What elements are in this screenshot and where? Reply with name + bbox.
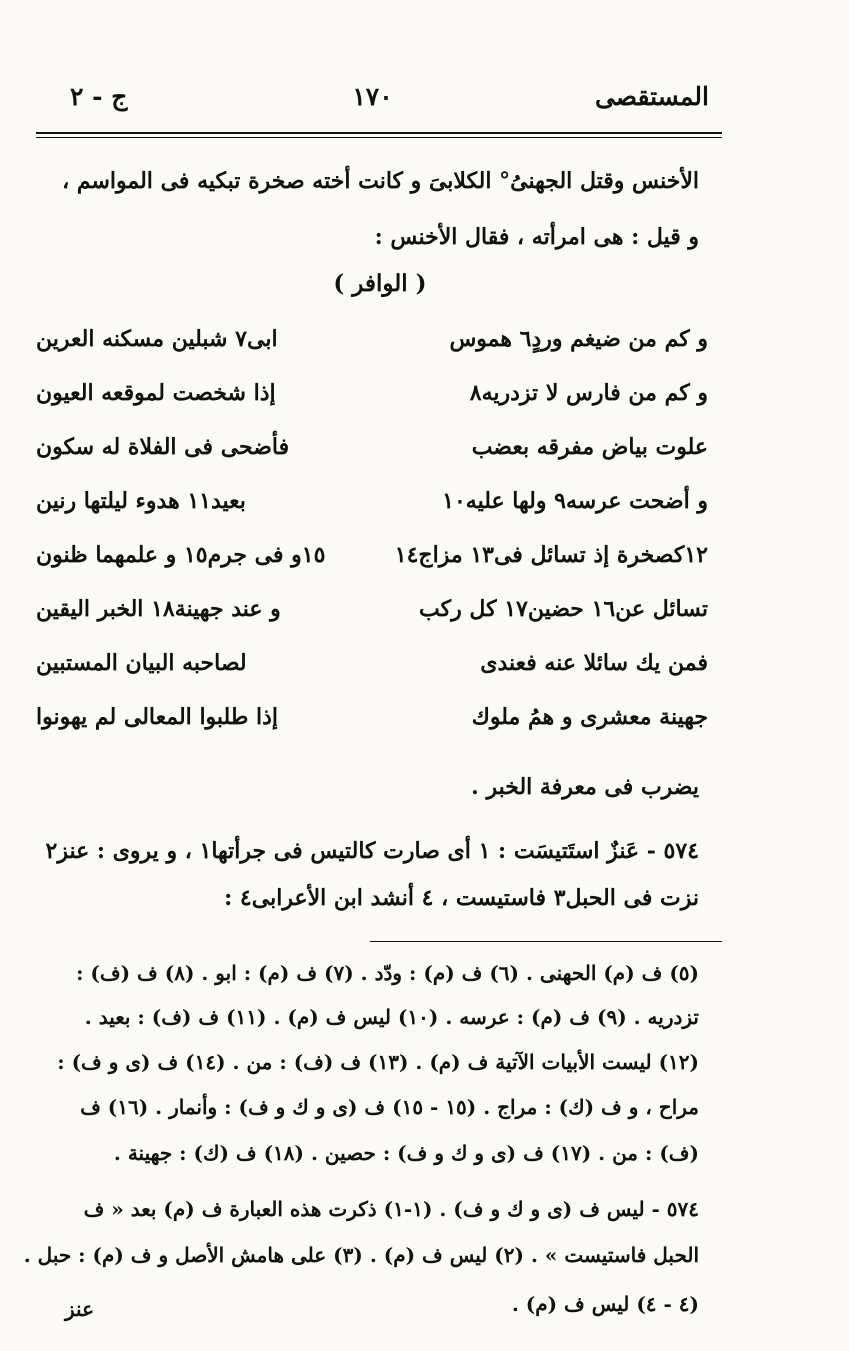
verse-row	[36, 596, 708, 650]
poem	[36, 326, 708, 758]
book-title: المستقصى	[594, 82, 709, 111]
verse-first-hemistich: ١٢كصخرة إذ تسائل فى١٣ مزاج١٤	[394, 542, 708, 568]
intro-line-1: الأخنس وقتل الجهنىُ° الكلابىَ و كانت أخته صخرة تبكيه فى المواسم ،	[62, 168, 699, 194]
entry-574-line-1	[46, 838, 699, 864]
verse-row	[36, 650, 708, 704]
footnote-line: (٥) ف (م) الحهنى . (٦) ف (م) : ودّد . (٧) ف (م) : ابو . (٨) ف (ف) :	[76, 961, 699, 985]
entry-text: - عَنزٌ استَتيسَت : ١ أى صارت كالتيس فى جرأتها١ ، و يروى : عنز٢	[45, 838, 656, 864]
verse-second-hemistich: بعيد١١ هدوء ليلتها رنين	[36, 488, 246, 514]
verse-first-hemistich: و كم من ضيغم وردٍ٦ هموس	[449, 326, 708, 352]
footnote-line: الحبل فاستيست » . (٢) ليس ف (م) . (٣) على هامش الأصل و ف (م) : حبل .	[23, 1243, 699, 1267]
volume-label: ج - ٢	[70, 82, 128, 111]
page-number: ١٧٠	[352, 82, 393, 111]
footnote-line: تزدريه . (٩) ف (م) : عرسه . (١٠) ليس ف (م) . (١١) ف (ف) : بعيد .	[84, 1005, 699, 1029]
verse-first-hemistich: علوت بياض مفرقه بعضب	[471, 434, 708, 460]
verse-row	[36, 434, 708, 488]
verse-second-hemistich: ابى٧ شبلين مسكنه العرين	[36, 326, 278, 352]
verse-second-hemistich: إذا شخصت لموقعه العيون	[36, 380, 276, 406]
verse-row	[36, 326, 708, 380]
verse-first-hemistich: و أضحت عرسه٩ ولها عليه١٠	[442, 488, 708, 514]
footnote-line: (٤ - ٤) ليس ف (م) .	[511, 1292, 699, 1316]
entry-number: ٥٧٤	[663, 838, 699, 864]
proverb-usage-note: يضرب فى معرفة الخبر .	[471, 774, 699, 800]
header-rule	[36, 132, 722, 134]
footnote-line: (١٢) ليست الأبيات الآتية ف (م) . (١٣) ف (ف) : من . (١٤) ف (ى و ف) :	[57, 1050, 699, 1074]
running-header	[36, 82, 709, 122]
verse-first-hemistich: فمن يك سائلا عنه فعندى	[480, 650, 708, 676]
verse-second-hemistich: ١٥و فى جرم١٥ و علمهما ظنون	[36, 542, 326, 568]
footnote-separator	[370, 941, 722, 942]
verse-row	[36, 704, 708, 758]
verse-first-hemistich: جهينة معشرى و همُ ملوك	[471, 704, 708, 730]
footnote-line: (ف) : من . (١٧) ف (ى و ك و ف) : حصين . (١٨) ف (ك) : جهينة .	[113, 1141, 699, 1165]
verse-second-hemistich: و عند جهينة١٨ الخبر اليقين	[36, 596, 281, 622]
header-rule-thin	[36, 137, 722, 138]
footnote-line: ٥٧٤ - ليس ف (ى و ك و ف) . (١-١) ذكرت هذه العبارة ف (م) بعد « ف	[83, 1197, 699, 1221]
intro-line-2: و قيل : هى امرأته ، فقال الأخنس :	[374, 224, 699, 250]
verse-second-hemistich: فأضحى فى الفلاة له سكون	[36, 434, 290, 460]
footnote-line: مراح ، و ف (ك) : مراج . (١٥ - ١٥) ف (ى و ك و ف) : وأنمار . (١٦) ف	[80, 1095, 699, 1119]
entry-574-line-2: نزت فى الحبل٣ فاستيست ، ٤ أنشد ابن الأعرابى٤ :	[224, 885, 699, 911]
verse-first-hemistich: و كم من فارس لا تزدريه٨	[469, 380, 708, 406]
verse-second-hemistich: إذا طلبوا المعالى لم يهونوا	[36, 704, 279, 730]
verse-row	[36, 542, 708, 596]
catchword: عنز	[65, 1297, 95, 1321]
meter-label: ( الوافر )	[333, 270, 427, 297]
verse-first-hemistich: تسائل عن١٦ حضين١٧ كل ركب	[419, 596, 708, 622]
verse-row	[36, 380, 708, 434]
verse-row	[36, 488, 708, 542]
verse-second-hemistich: لصاحبه البيان المستبين	[36, 650, 247, 676]
